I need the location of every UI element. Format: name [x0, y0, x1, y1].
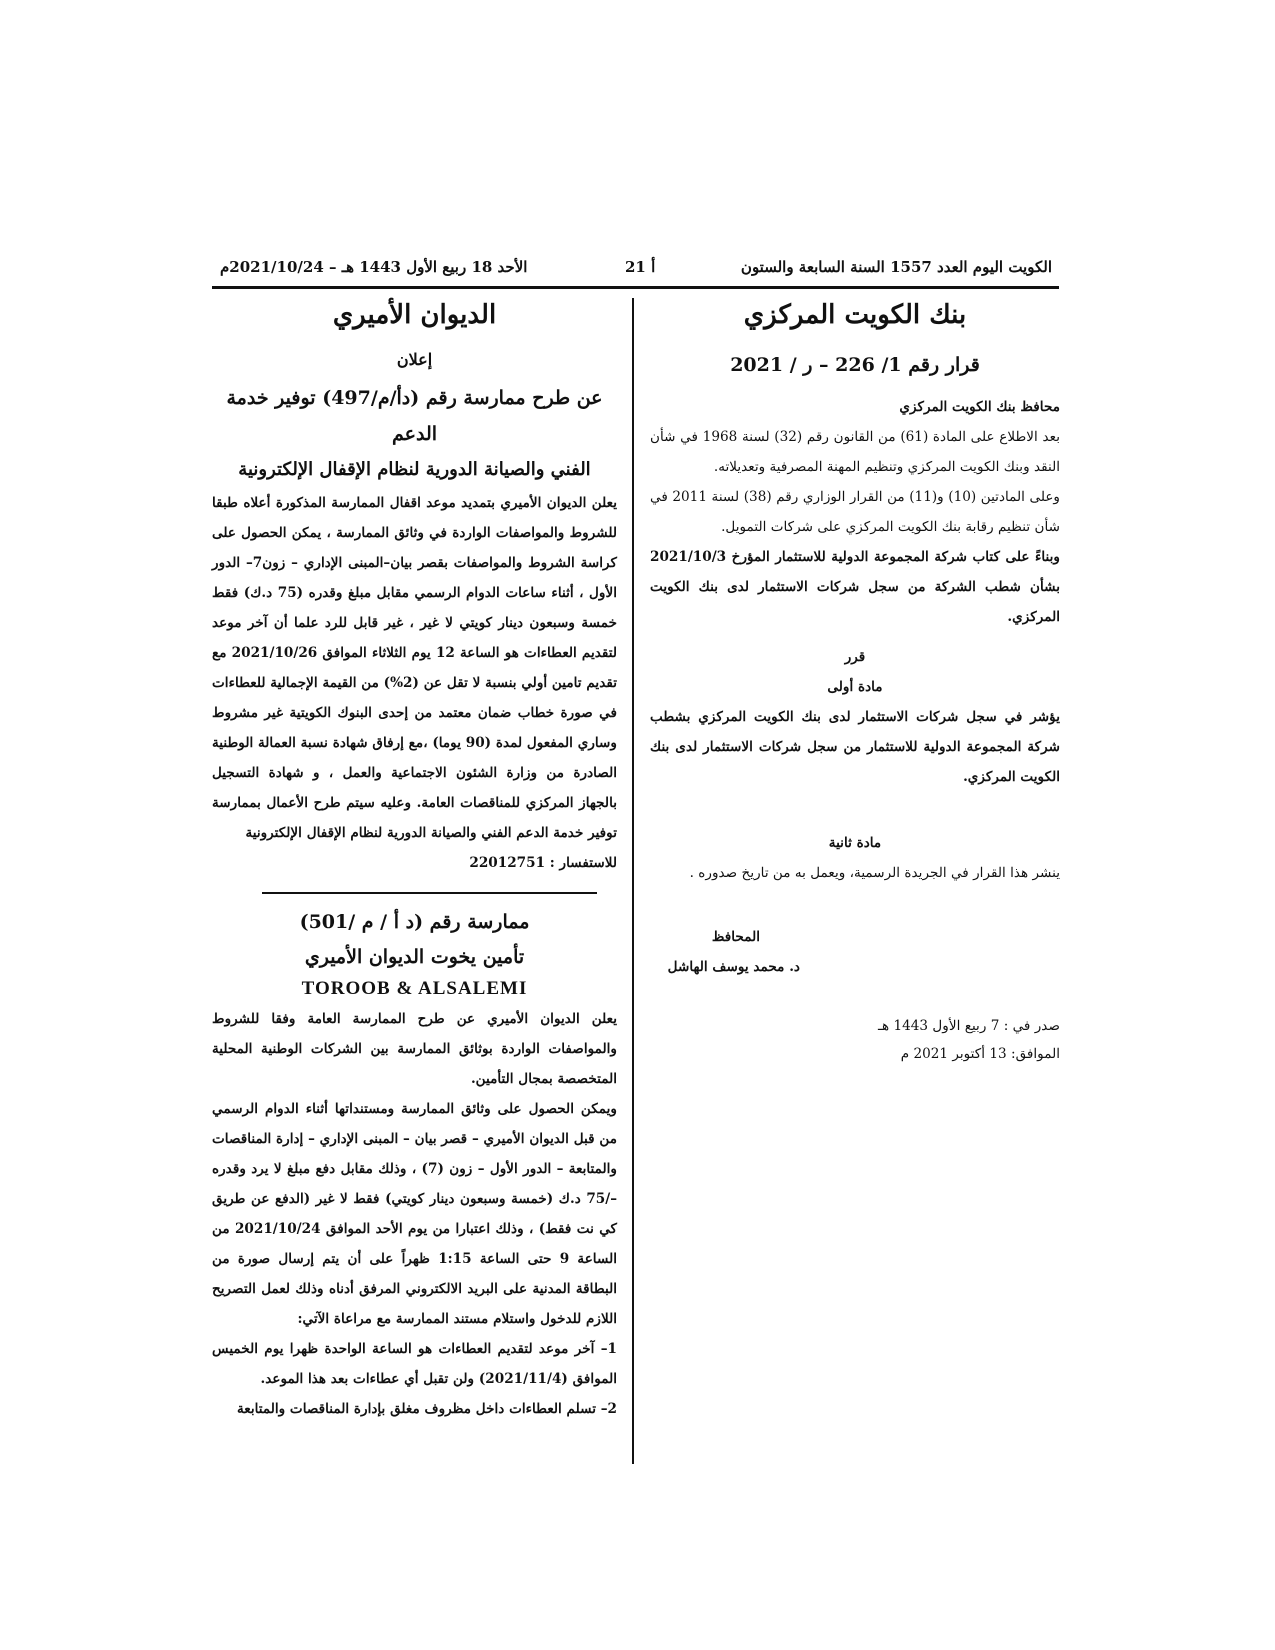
practice-item-2: 2– تسلم العطاءات داخل مظروف مغلق بإدارة المناقصات والمتابعة	[236, 1401, 617, 1417]
header-issue-info: الكويت اليوم العدد 1557 السنة السابعة والستون	[740, 258, 1052, 276]
header-date: الأحد 18 ربيع الأول 1443 هـ – 2021/10/24م	[220, 258, 528, 276]
practice-body-2: ويمكن الحصول على وثائق الممارسة ومستنداتها أثناء الدوام الرسمي من قبل الديوان الأميري – قصر بيان – المبنى الإداري – إدارة المناقصات والمتابعة – الدور الأول – زون (7) ، وذلك مقابل دفع مبلغ لا يرد وقدره –/75 د.ك (خمسة وسبعون دينار كويتي) فقط لا غير (الدفع عن طريق كي نت فقط) ، وذلك اعتبارا من يوم الأحد الموافق 2021/10/24 من الساعة 9 حتى الساعة 1:15 ظهراً على أن يتم إرسال صورة من البطاقة المدنية على البريد الالكتروني المرفق أدناه وذلك لعمل التصريح اللازم للدخول واستلام مستند الممارسة مع مراعاة الآتي:	[212, 1101, 618, 1327]
issued-date: صدر في : 7 ربيع الأول 1443 هـ	[878, 1018, 1060, 1034]
signer-name: د. محمد يوسف الهاشل	[667, 959, 800, 975]
article-2-text: ينشر هذا القرار في الجريدة الرسمية، ويعمل به من تاريخ صدوره .	[689, 865, 1060, 881]
announcement-title-1: عن طرح ممارسة رقم (دأ/م/497) توفير خدمة الدعم	[226, 387, 603, 445]
announcement-label: إعلان	[396, 350, 433, 369]
page-header	[220, 258, 1052, 288]
article-2-title: مادة ثانية	[828, 835, 882, 851]
preamble-1: بعد الاطلاع على المادة (61) من القانون رقم (32) لسنة 1968 في شأن النقد وبنك الكويت المركزي وتنظيم المهنة المصرفية وتعديلاته.	[650, 429, 1060, 475]
decided-label: قرر	[844, 649, 866, 665]
decision-number: قرار رقم 1/ 226 – ر / 2021	[730, 354, 980, 376]
left-column	[212, 300, 617, 1424]
section-divider	[262, 892, 597, 894]
practice-501-title: ممارسة رقم (د أ / م /501)	[299, 911, 530, 933]
article-1-text: يؤشر في سجل شركات الاستثمار لدى بنك الكويت المركزي بشطب شركة المجموعة الدولية للاستثمار من سجل شركات الاستثمار لدى بنك الكويت المركزي.	[650, 709, 1060, 785]
column-divider	[632, 298, 634, 1464]
right-column	[650, 300, 1060, 1068]
practice-item-1: 1– آخر موعد لتقديم العطاءات هو الساعة الواحدة ظهرا يوم الخميس الموافق (2021/11/4) ولن تقبل أي عطاءات بعد هذا الموعد.	[212, 1341, 617, 1387]
cbk-heading: بنك الكويت المركزي	[743, 300, 967, 330]
latin-watermark-name: TOROOB & ALSALEMI	[301, 978, 528, 999]
article-1-title: مادة أولى	[827, 679, 883, 695]
corresponding-date: الموافق: 13 أكتوبر 2021 م	[900, 1046, 1060, 1062]
announcement-title-2: الفني والصيانة الدورية لنظام الإقفال الإلكترونية	[238, 459, 591, 480]
signer-title: المحافظ	[711, 929, 760, 945]
practice-body-1: يعلن الديوان الأميري عن طرح الممارسة العامة وفقا للشروط والمواصفات الواردة بوثائق الممارسة بين الشركات الوطنية المحلية المتخصصة بمجال التأمين.	[212, 1011, 617, 1087]
governor-heading: محافظ بنك الكويت المركزي	[899, 399, 1060, 415]
preamble-3: وبناءً على كتاب شركة المجموعة الدولية للاستثمار المؤرخ 2021/10/3 بشأن شطب الشركة من سجل شركات الاستثمار لدى بنك الكويت المركزي.	[650, 549, 1060, 625]
practice-501-subject: تأمين يخوت الديوان الأميري	[304, 946, 525, 968]
announcement-body: يعلن الديوان الأميري بتمديد موعد اقفال الممارسة المذكورة أعلاه طبقا للشروط والمواصفات الواردة في وثائق الممارسة ، يمكن الحصول على كراسة الشروط والمواصفات بقصر بيان–المبنى الإداري – زون7– الدور الأول ، أثناء ساعات الدوام الرسمي مقابل مبلغ وقدره (75 د.ك) فقط خمسة وسبعون دينار كويتي لا غير ، غير قابل للرد علما أن آخر موعد لتقديم العطاءات هو الساعة 12 يوم الثلاثاء الموافق 2021/10/26 مع تقديم تامين أولي بنسبة لا تقل عن (2%) من القيمة الإجمالية للعطاءات في صورة خطاب ضمان معتمد من إحدى البنوك الكويتية غير مشروط وساري المفعول لمدة (90 يوما) ،مع إرفاق شهادة نسبة العمالة الوطنية الصادرة من وزارة الشئون الاجتماعية والعمل ، و شهادة التسجيل بالجهاز المركزي للمناقصات العامة. وعليه سيتم طرح الأعمال بممارسة توفير خدمة الدعم الفني والصيانة الدورية لنظام الإقفال الإلكترونية	[212, 495, 618, 841]
preamble-2: وعلى المادتين (10) و(11) من القرار الوزاري رقم (38) لسنة 2011 في شأن تنظيم رقابة بنك الكويت المركزي على شركات التمويل.	[650, 489, 1060, 535]
amiri-diwan-heading: الديوان الأميري	[332, 300, 497, 330]
inquiry-phone: للاستفسار : 22012751	[469, 855, 617, 871]
header-page-number: أ 21	[625, 258, 656, 276]
header-divider	[212, 286, 1059, 289]
